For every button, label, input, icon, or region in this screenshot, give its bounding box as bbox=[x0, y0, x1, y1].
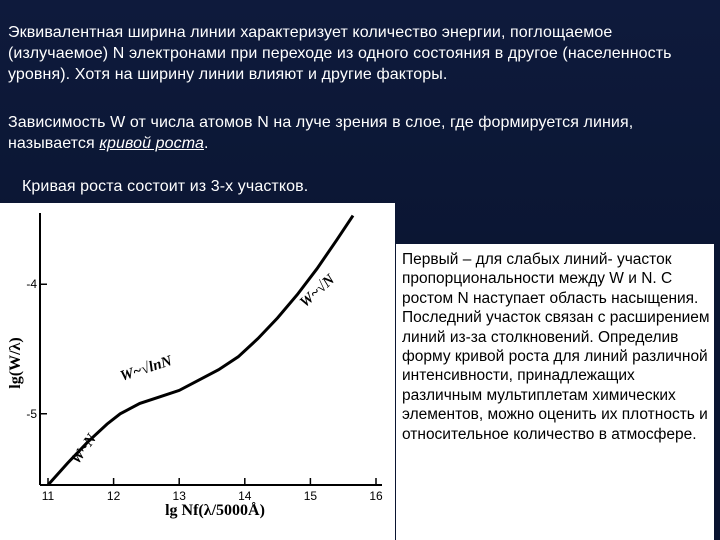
explanation-box: Первый – для слабых линий- участок пропорциональности между W и N. С ростом N наступает область насыщения. Последний участок связан с расширением линий из-за столкновений. Определив форму кривой роста для линий различной интенсивности, принадлежащих различным мультиплетам химических элементов, можно оценить их плотность и относительное количество в атмосфере. bbox=[396, 244, 714, 540]
paragraph-curve-text: Зависимость W от числа атомов N на луче зрения в слое, где формируется линия, называется bbox=[8, 114, 634, 152]
annotation-linear: W~N bbox=[68, 431, 101, 468]
y-tick-label: -4 bbox=[26, 277, 37, 292]
paragraph-equivalent-width: Эквивалентная ширина линии характеризует количество энергии, поглощаемое (излучаемое) N электронами при переходе из одного состояния в другое (населенность уровня). Хотя на ширину линии влияют и другие факторы. bbox=[8, 24, 672, 83]
annotation-saturation: W~√lnN bbox=[118, 353, 175, 385]
paragraph-three-parts: Кривая роста состоит из 3-х участков. bbox=[22, 178, 309, 195]
y-tick-label: -5 bbox=[26, 406, 37, 421]
x-tick-label: 15 bbox=[303, 489, 318, 503]
annotation-damping: W~√N bbox=[296, 271, 339, 311]
x-tick-label: 16 bbox=[369, 489, 383, 503]
curve-of-growth-figure bbox=[0, 203, 395, 540]
curve-of-growth-term: кривой роста bbox=[99, 135, 204, 152]
paragraph-period: . bbox=[203, 135, 209, 152]
x-tick-label: 14 bbox=[238, 489, 252, 503]
curve-of-growth-chart bbox=[0, 203, 395, 540]
x-tick-label: 13 bbox=[172, 489, 186, 503]
paragraph-curve-of-growth bbox=[8, 112, 708, 154]
y-axis-label: lg(W/λ) bbox=[7, 337, 24, 389]
x-tick-label: 11 bbox=[41, 489, 55, 503]
x-tick-label: 12 bbox=[106, 489, 121, 503]
x-axis-label: lg Nf(λ/5000Å) bbox=[165, 502, 265, 519]
